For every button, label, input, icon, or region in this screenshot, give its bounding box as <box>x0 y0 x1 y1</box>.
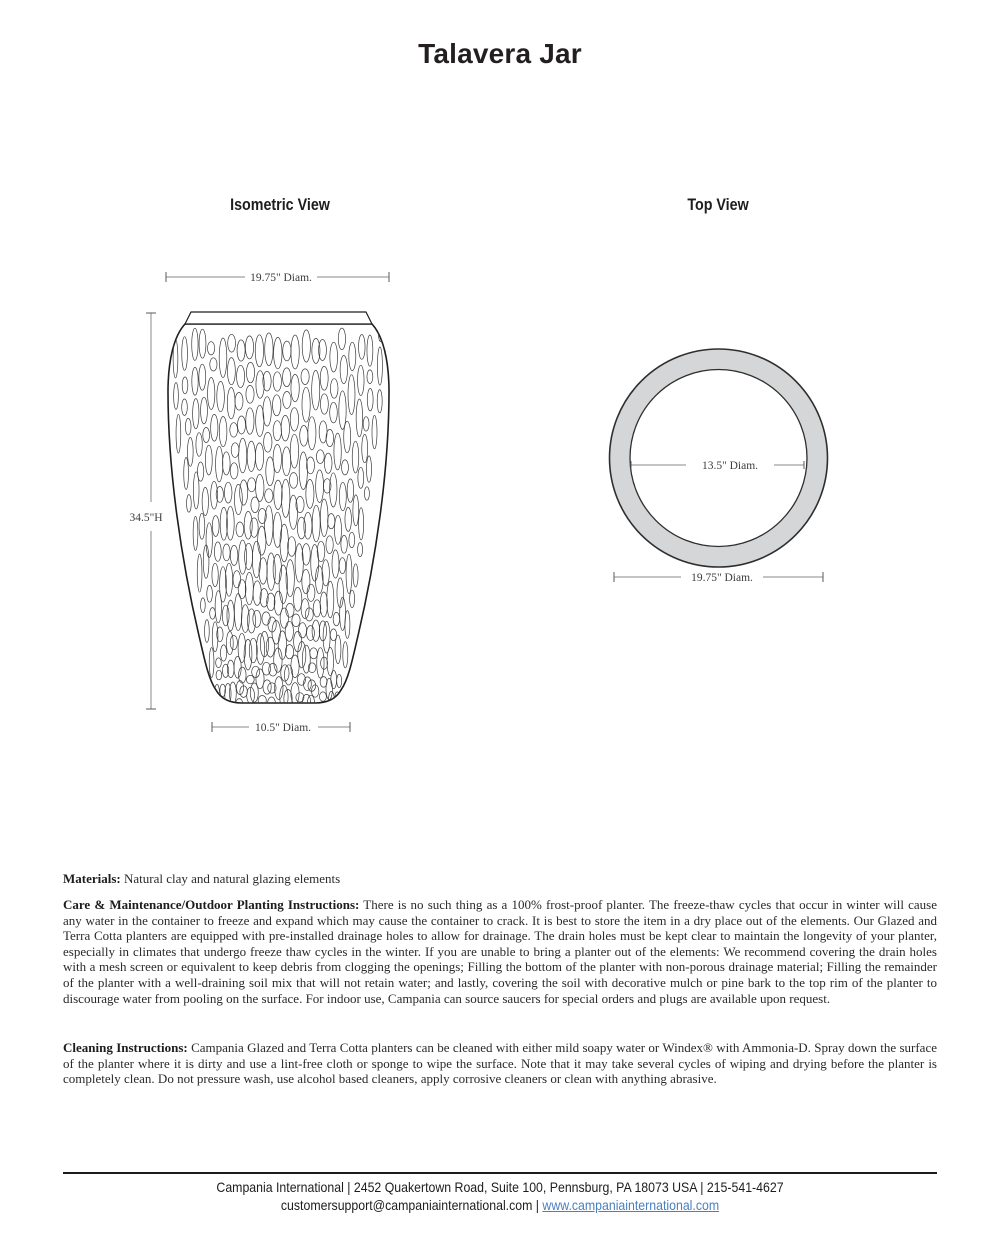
cleaning-text: Campania Glazed and Terra Cotta planters can be cleaned with either mild soapy water or Windex® with Ammonia-D. Spray down the surface of the planter where it is dirty and use a lint-free cloth or sponge to wipe the surface. Note that it may take several cycles of wiping and drying before the planter is completely clean. Do not pressure wash, use alcohol based cleaners, apply corrosive cleaners or clean with anything abrasive. <box>63 1040 937 1087</box>
top-inner-dim-label: 13.5" Diam. <box>701 460 759 472</box>
top-outer-dimension <box>614 572 823 584</box>
footer-separator: | <box>532 1197 543 1213</box>
footer-website-link[interactable]: www.campaniainternational.com <box>542 1197 720 1213</box>
iso-height-dimension <box>129 313 162 709</box>
iso-top-dim-label: 19.75" Diam. <box>250 272 312 284</box>
top-view-drawing-svg <box>590 333 850 593</box>
materials-label: Materials: <box>63 871 121 886</box>
jar-rim <box>185 312 372 324</box>
materials-text: Natural clay and natural glazing elements <box>120 871 341 886</box>
footer-address-line: Campania International | 2452 Quakertown Road, Suite 100, Pennsburg, PA 18073 USA | 215-541-4627 <box>216 1179 784 1195</box>
materials-line <box>63 871 937 887</box>
cleaning-label: Cleaning Instructions: <box>63 1040 188 1055</box>
footer-contact-line <box>60 1197 940 1213</box>
top-view-label: Top View <box>687 195 749 214</box>
top-view-inner-circle <box>630 370 807 547</box>
iso-top-dimension <box>166 272 389 284</box>
care-text: There is no such thing as a 100% frost-proof planter. The freeze-thaw cycles that occur in winter will cause any water in the container to freeze and expand which may cause the container to crack. It is best to store the item in a dry place out of the elements. Our Glazed and Terra Cotta planters are equipped with pre-installed drainage holes to allow for drainage. The drain holes must be kept clear to maintain the longevity of your planter, especially in climates that undergo freeze thaw cycles in the winter. If you are unable to bring a planter out of the elements: We recommend covering the drain holes with a mesh screen or equivalent to keep debris from clogging the openings; Filling the bottom of the planter with non-porous drainage material; Filling the remainder of the planter with a well-draining soil mix that will not retain water; and lastly, covering the soil with decorative mulch or pine bark to the top rim of the planter to discourage water from pooling on the surface. For indoor use, Campania can source saucers for special orders and plugs are available upon request. <box>63 897 937 1006</box>
isometric-drawing-svg <box>115 258 425 750</box>
top-outer-dim-label: 19.75" Diam. <box>691 572 753 584</box>
iso-bottom-dim-label: 10.5" Diam. <box>254 722 312 734</box>
iso-height-dim-label: 34.5"H <box>129 512 163 524</box>
iso-bottom-dimension <box>212 722 350 734</box>
isometric-view-label: Isometric View <box>230 195 330 214</box>
footer-email: customersupport@campaniainternational.com <box>280 1197 533 1213</box>
care-paragraph <box>63 897 937 1006</box>
page-title: Talavera Jar <box>418 38 582 69</box>
care-label: Care & Maintenance/Outdoor Planting Instructions: <box>63 897 360 912</box>
cleaning-paragraph <box>63 1040 937 1087</box>
footer-divider <box>63 1172 937 1174</box>
